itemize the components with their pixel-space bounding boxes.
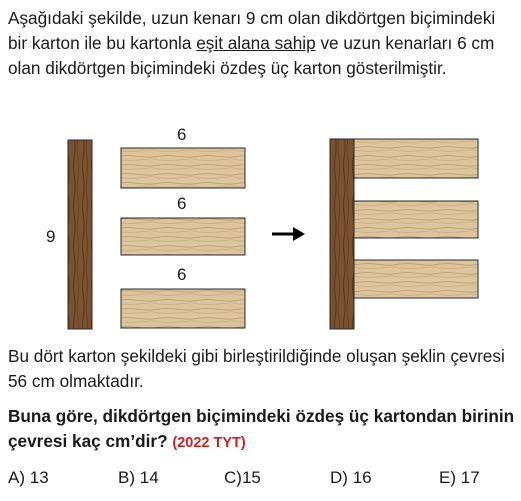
choice-e-letter: E): [439, 468, 456, 487]
small-card-2: [121, 218, 245, 255]
small-card-1: [121, 148, 245, 188]
choice-a-letter: A): [8, 468, 25, 487]
combined-tall-card: [330, 139, 354, 329]
answer-choices: [8, 466, 518, 490]
choice-d-value: 16: [352, 468, 372, 487]
choice-c-letter: C): [224, 468, 242, 487]
question: [8, 404, 518, 456]
intro-text-start: Aşağıdaki şekilde, uzun kenarı 9 cm olan dikdörtgen biçimindeki bir karton ile bu kartonla: [8, 8, 496, 53]
intro-underlined-phrase: eşit alana sahip: [196, 33, 316, 53]
choice-c[interactable]: [224, 466, 261, 490]
tall-card: [68, 140, 92, 329]
choice-b[interactable]: [118, 466, 159, 490]
choice-b-value: 14: [139, 468, 159, 487]
small-card-3: [121, 289, 245, 328]
choice-a-value: 13: [29, 468, 49, 487]
intro-text-end: ve uzun kenarları 6 cm olan dikdörtgen biçimindeki özdeş üç karton gösterilmiştir.: [8, 33, 495, 78]
cardboard-figure: [0, 118, 521, 338]
cardboard-diagram: [0, 118, 521, 338]
choice-e[interactable]: [439, 466, 480, 490]
choice-d[interactable]: [330, 466, 372, 490]
combined-small-card-3: [354, 260, 478, 298]
arrow-right-icon: [272, 227, 305, 241]
small-card-length-label-2: 6: [177, 194, 187, 213]
problem-statement: Bu dört karton şekildeki gibi birleştirildiğinde oluşan şeklin çevresi 56 cm olmaktadır.: [8, 346, 505, 391]
combined-small-card-1: [354, 139, 478, 178]
small-card-length-label-3: 6: [177, 265, 187, 284]
small-card-length-label-1: 6: [177, 125, 187, 144]
combined-small-card-2: [354, 201, 478, 238]
choice-d-letter: D): [330, 468, 348, 487]
question-text: Buna göre, dikdörtgen biçimindeki özdeş üç kartondan birinin çevresi kaç cm’dir?: [8, 406, 515, 451]
source-tag: (2022 TYT): [172, 435, 246, 451]
choice-e-value: 17: [460, 468, 480, 487]
choice-c-value: 15: [241, 468, 261, 487]
problem-intro: [8, 6, 518, 81]
choice-a[interactable]: [8, 466, 49, 490]
tall-card-length-label: 9: [46, 227, 56, 246]
choice-b-letter: B): [118, 468, 135, 487]
